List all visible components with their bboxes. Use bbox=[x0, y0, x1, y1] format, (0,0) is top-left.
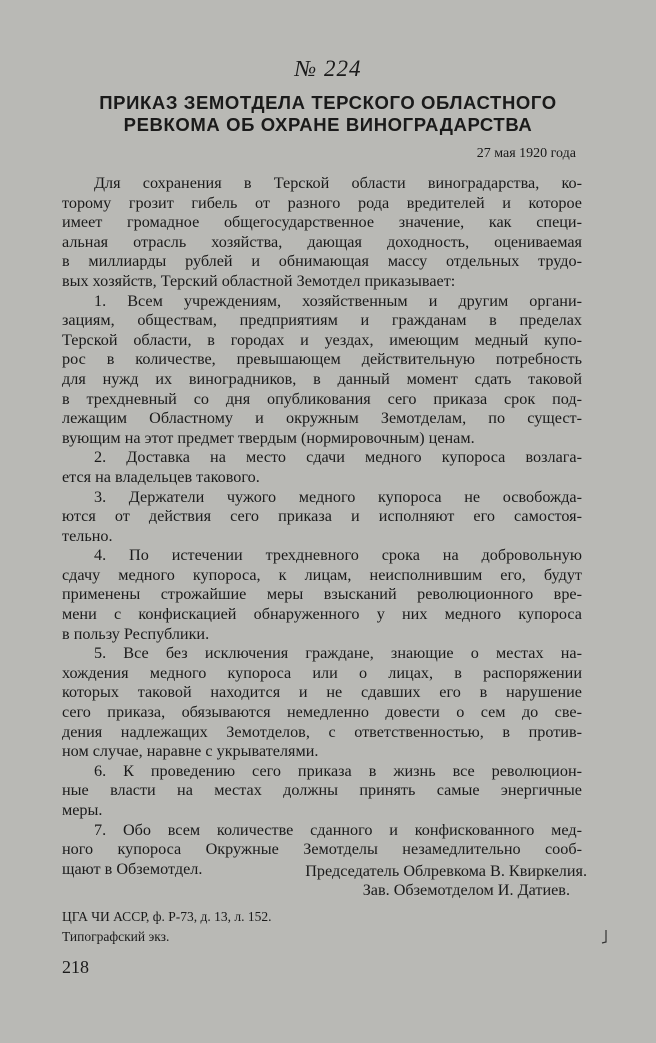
body-line: ется на владельцев такового. bbox=[62, 467, 260, 486]
body-line: ного купороса Окружные Земотделы незамедлительно сооб- bbox=[62, 840, 582, 859]
body-line: 1. Всем учреждениям, хозяйственным и другим органи- bbox=[94, 291, 582, 310]
body-line: для нужд их виноградников, в данный момент сдать таковой bbox=[62, 369, 582, 388]
body-line: 7. Обо всем количестве сданного и конфискованного мед- bbox=[94, 820, 582, 839]
body-line: торому грозит гибель от разного рода вредителей и которое bbox=[62, 193, 582, 212]
document-title bbox=[60, 92, 596, 136]
body-line: сего приказа, обязываются немедленно довести о сем до све- bbox=[62, 703, 582, 722]
body-line: тельно. bbox=[62, 526, 113, 545]
body-line: 3. Держатели чужого медного купороса не освобожда- bbox=[94, 487, 582, 506]
title-line-2: РЕВКОМА ОБ ОХРАНЕ ВИНОГРАДАРСТВА bbox=[123, 114, 533, 135]
body-line: 4. По истечении трехдневного срока на добровольную bbox=[94, 546, 582, 565]
body-line: рос в количестве, превышающем действительную потребность bbox=[62, 350, 582, 369]
body-line: щают в Обземотдел. bbox=[62, 859, 203, 878]
body-line: в пользу Республики. bbox=[62, 624, 210, 643]
body-line: Терской области, в городах и уездах, имеющим медный купо- bbox=[62, 330, 582, 349]
body-line: Для сохранения в Терской области виноградарства, ко- bbox=[94, 174, 582, 192]
body-line: имеет громадное общегосударственное значение, как специ- bbox=[62, 213, 582, 232]
archive-reference: ЦГА ЧИ АССР, ф. Р-73, д. 13, л. 152. bbox=[62, 909, 272, 924]
body-line: ются от действия сего приказа и исполняют его самостоя- bbox=[62, 507, 582, 526]
title-line-1: ПРИКАЗ ЗЕМОТДЕЛА ТЕРСКОГО ОБЛАСТНОГО bbox=[99, 92, 557, 113]
body-line: сдачу медного купороса, к лицам, неисполнившим его, будут bbox=[62, 565, 582, 584]
body-line: в миллиарды рублей и обнимающая массу отдельных трудо- bbox=[62, 252, 582, 271]
body-line: вующим на этот предмет твердым (нормировочным) ценам. bbox=[62, 428, 475, 447]
document-date: 27 мая 1920 года bbox=[476, 146, 576, 161]
body-line: 5. Все без исключения граждане, знающие о местах на- bbox=[94, 644, 582, 663]
document-number: № 224 bbox=[294, 56, 362, 81]
page-number: 218 bbox=[62, 957, 89, 977]
body-line: которых таковой находится и не сдавших его в нарушение bbox=[62, 683, 582, 702]
body-line: 6. К проведению сего приказа в жизнь все революцион- bbox=[94, 761, 582, 780]
body-line: альная отрасль хозяйства, дающая доходность, оцениваемая bbox=[62, 232, 582, 251]
body-line: дения надлежащих Земотделов, с ответственностью, в против- bbox=[62, 722, 582, 741]
body-line: меры. bbox=[62, 801, 103, 819]
copy-type-note: Типографский экз. bbox=[62, 929, 170, 944]
body-line: ные власти на местах должны принять самые энергичные bbox=[62, 781, 582, 800]
body-line: применены строжайшие меры взысканий революционного вре- bbox=[62, 585, 582, 604]
margin-mark-icon bbox=[600, 928, 610, 946]
body-line: ном случае, наравне с укрывателями. bbox=[62, 742, 319, 761]
body-line: хождения медного купороса или о лицах, в распоряжении bbox=[62, 663, 582, 682]
body-line: лежащим Областному и окружным Земотделам, по сущест- bbox=[62, 409, 582, 428]
body-line: мени с конфискацией обнаруженного у них медного купороса bbox=[62, 605, 582, 624]
body-line: в трехдневный со дня опубликования сего приказа срок под- bbox=[62, 389, 582, 408]
signature-head: Зав. Обземотделом И. Датиев. bbox=[362, 881, 570, 899]
body-line: зациям, обществам, предприятиям и гражданам в пределах bbox=[62, 311, 582, 330]
body-line: 2. Доставка на место сдачи медного купороса возлага- bbox=[94, 448, 582, 467]
document-body bbox=[62, 174, 582, 879]
signature-chairman: Председатель Облревкома В. Квиркелия. bbox=[305, 862, 587, 880]
body-line: вых хозяйств, Терский областной Земотдел приказывает: bbox=[62, 271, 456, 290]
